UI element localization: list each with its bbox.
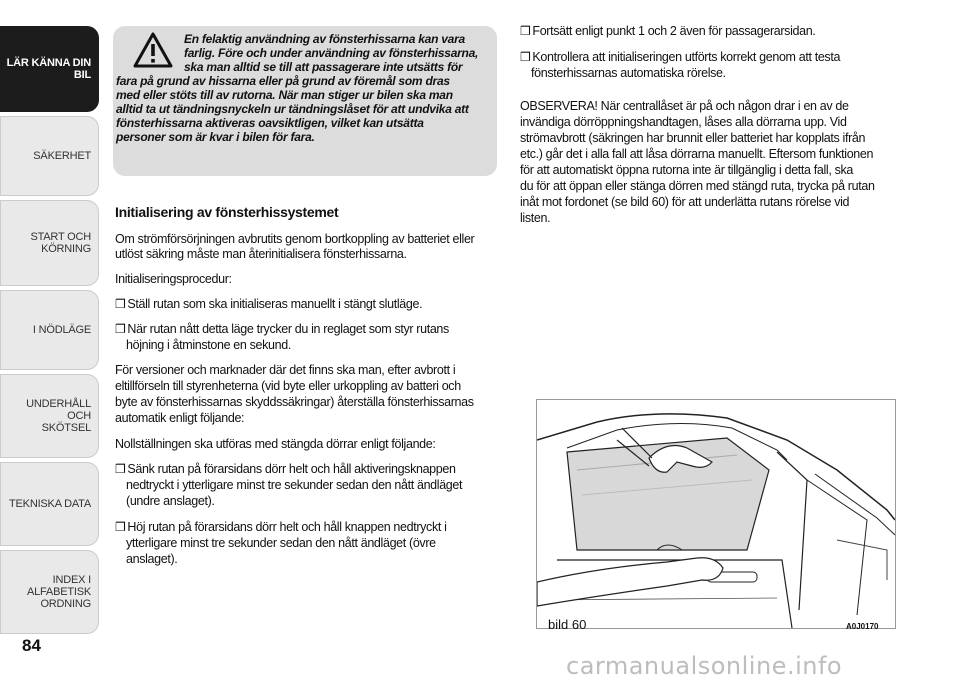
warning-line: farlig. Före och under användning av fönsterhissarna, <box>184 46 479 60</box>
warning-triangle-icon <box>133 32 173 68</box>
watermark: carmanualsonline.info <box>566 652 843 680</box>
list-item: ❒ Höj rutan på förarsidans dörr helt och håll knappen nedtryckt i <box>115 520 447 534</box>
warning-line: med eller stöts till av rutorna. När man stiger ur bilen ska man <box>116 88 453 102</box>
list-item-continuation: anslaget). <box>126 552 178 566</box>
warning-line: ska man alltid se till att passagerare inte utsätts för <box>184 60 463 74</box>
list-item: ❒ Fortsätt enligt punkt 1 och 2 även för passagerarsidan. <box>520 24 816 38</box>
paragraph-line: Om strömförsörjningen avbrutits genom bortkoppling av batteriet eller <box>115 232 475 246</box>
list-item: ❒ Kontrollera att initialiseringen utförts korrekt genom att testa <box>520 50 841 64</box>
car-door-window-illustration <box>537 400 895 628</box>
tab-start-och-korning[interactable]: START OCH KÖRNING <box>0 200 99 286</box>
paragraph-line: För versioner och marknader där det finns ska man, efter avbrott i <box>115 363 456 377</box>
paragraph-line: eltillförseln till styrenheterna (vid byte eller urkoppling av batteri och <box>115 379 461 393</box>
paragraph-line: strömavbrott (säkringen har brunnit eller batteriet har kopplats ifrån <box>520 131 866 145</box>
paragraph-line: listen. <box>520 211 551 225</box>
warning-line: alltid ta ut tändningsnyckeln ur tändningslåset för att undvika att <box>116 102 469 116</box>
checkbox-bullet-icon: ❒ <box>115 322 126 336</box>
page-number: 84 <box>22 636 41 655</box>
paragraph-line: automatik enligt följande: <box>115 411 245 425</box>
section-heading: Initialisering av fönsterhissystemet <box>115 204 339 220</box>
list-item-continuation: (undre anslaget). <box>126 494 215 508</box>
list-item: ❒ Ställ rutan som ska initialiseras manuellt i stängt slutläge. <box>115 297 423 311</box>
checkbox-bullet-icon: ❒ <box>115 297 126 311</box>
paragraph-line: för att automatiskt öppna rutorna inte är tillgänglig i detta fall, ska <box>520 163 853 177</box>
checkbox-bullet-icon: ❒ <box>115 520 126 534</box>
list-item: ❒ När rutan nått detta läge trycker du in reglaget som styr rutans <box>115 322 449 336</box>
tab-sakerhet[interactable]: SÄKERHET <box>0 116 99 196</box>
figure-caption: bild 60 <box>548 617 587 632</box>
figure-illustration <box>536 399 896 629</box>
warning-line: fara på grund av hissarna eller på grund av föremål som dras <box>116 74 450 88</box>
figure-code: A0J0170 <box>846 622 879 631</box>
paragraph-line: Nollställningen ska utföras med stängda dörrar enligt följande: <box>115 437 436 451</box>
paragraph-line: byte av fönsterhissarnas skyddssäkringar) återställa fönsterhissarnas <box>115 395 474 409</box>
list-item-continuation: nedtryckt i ytterligare minst tre sekunder sedan den nått ändläget <box>126 478 463 492</box>
warning-line: personer som är kvar i bilen för fara. <box>116 130 315 144</box>
warning-line: fönsterhissarna aktiveras oavsiktligen, vilket kan utsätta <box>116 116 424 130</box>
list-item-continuation: höjning i åtminstone en sekund. <box>126 338 291 352</box>
list-item-continuation: ytterligare minst tre sekunder sedan den nått ändläget (övre <box>126 536 436 550</box>
list-item: ❒ Sänk rutan på förarsidans dörr helt och håll aktiveringsknappen <box>115 462 456 476</box>
tab-underhall-och-skotsel[interactable]: UNDERHÅLL OCH SKÖTSEL <box>0 374 99 458</box>
tab-lar-kanna-din-bil[interactable]: LÄR KÄNNA DIN BIL <box>0 26 99 112</box>
paragraph-line: Initialiseringsprocedur: <box>115 272 232 286</box>
checkbox-bullet-icon: ❒ <box>520 50 531 64</box>
paragraph-line: etc.) går det i alla fall att låsa dörrarna manuellt. Eftersom funktionen <box>520 147 874 161</box>
paragraph-line: du för att öppan eller stänga dörren med stängd ruta, trycka på rutan <box>520 179 875 193</box>
paragraph-line: utlöst säkring måste man återinitialisera fönsterhissarna. <box>115 247 407 261</box>
warning-line: En felaktig användning av fönsterhissarna kan vara <box>184 32 465 46</box>
warning-box <box>113 26 497 176</box>
checkbox-bullet-icon: ❒ <box>520 24 531 38</box>
checkbox-bullet-icon: ❒ <box>115 462 126 476</box>
list-item-continuation: fönsterhissarnas automatiska rörelse. <box>531 66 726 80</box>
paragraph-line: inåt mot fordonet (se bild 60) för att underlätta rutans rörelse vid <box>520 195 850 209</box>
paragraph-line: OBSERVERA! När centrallåset är på och någon drar i en av de <box>520 99 849 113</box>
tab-i-nodlage[interactable]: I NÖDLÄGE <box>0 290 99 370</box>
paragraph-line: invändiga dörröppningshandtagen, låses alla dörrarna upp. Vid <box>520 115 847 129</box>
tab-index[interactable]: INDEX I ALFABETISK ORDNING <box>0 550 99 634</box>
tab-tekniska-data[interactable]: TEKNISKA DATA <box>0 462 99 546</box>
